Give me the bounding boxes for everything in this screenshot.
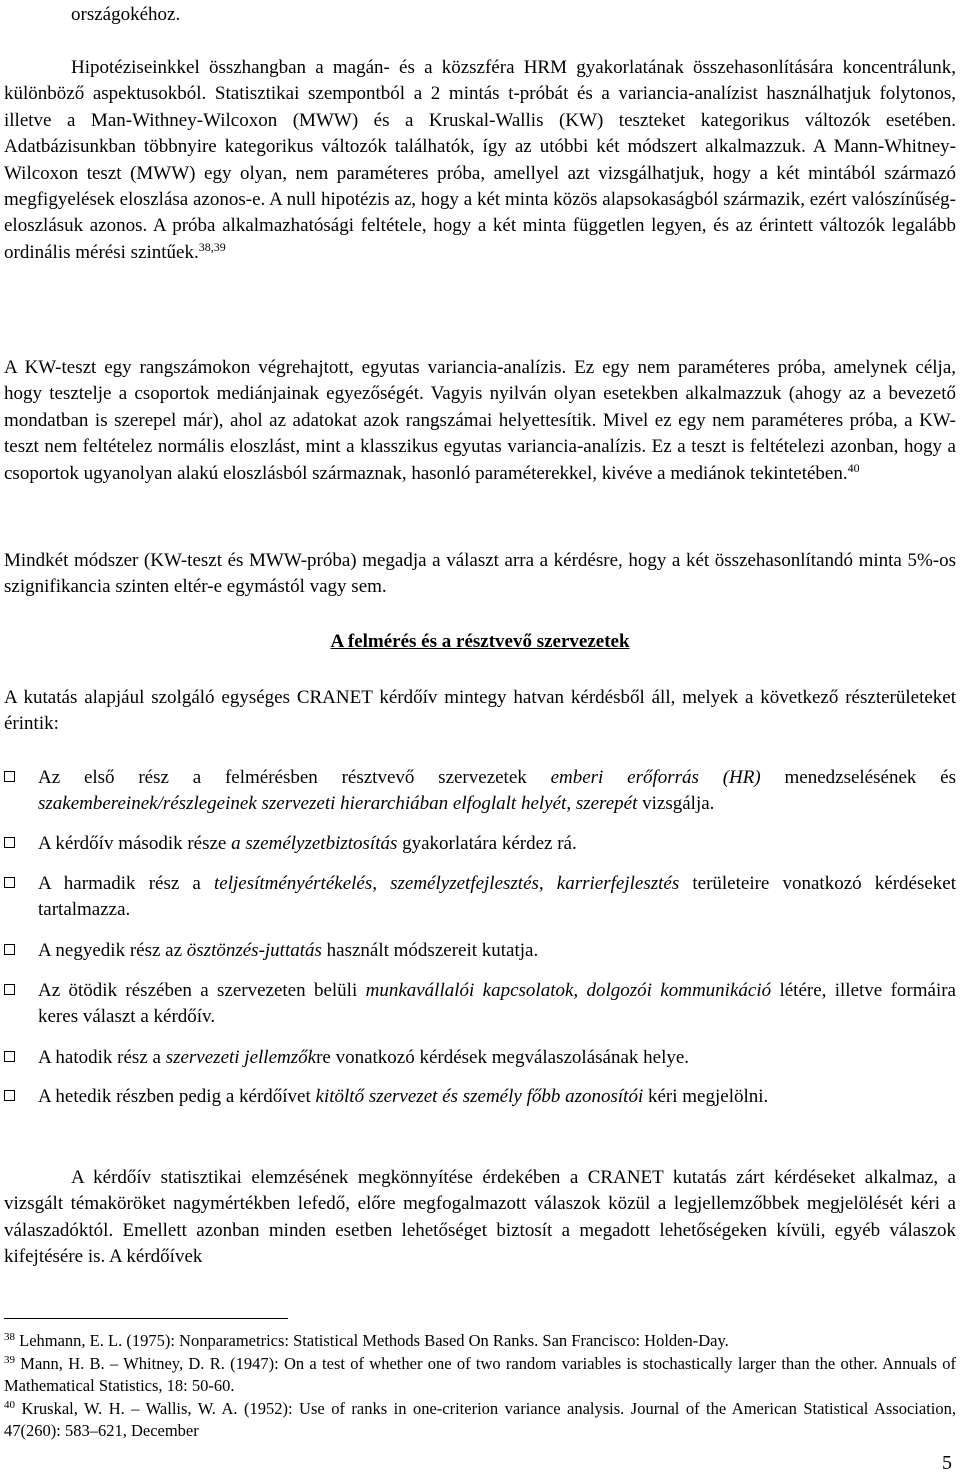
checkbox-bullet-icon — [4, 944, 15, 955]
section-title: A felmérés és a résztvevő szervezetek — [330, 631, 630, 652]
checkbox-bullet-icon — [4, 1090, 15, 1101]
paragraph-closing: A kérdőív statisztikai elemzésének megkönnyítése érdekében a CRANET kutatás zárt kérdéseket alkalmaz, a vizsgált témaköröket nagymértékben lefedő, előre megfogalmazott válaszok közül a legjellemzőbbek megjelölését kéri a válaszadóktól. Emellett azonban minden esetben lehetőséget biztosít a megadott lehetőségeken kívüli, egyéb válaszok kifejtésére is. A kérdőívek — [4, 1167, 956, 1268]
paragraph-methods-text: Hipotéziseinkkel összhangban a magán- és a közszféra HRM gyakorlatának összehasonlítására koncentrálunk, különböző aspektusokból. Statisztikai szempontból a 2 mintás t-próbát és a variancia-analízist használhatjuk folytonos, illetve a Man-Withney-Wilcoxon (MWW) és a Kruskal-Wallis (KW) teszteket kategorikus változók esetében. Adatbázisunkban többnyire kategorikus változók találhatók, így az utóbbi két módszert alkalmazzuk. A Mann-Whitney-Wilcoxon teszt (MWW) egy olyan, nem paraméteres próba, amellyel azt vizsgálhatjuk, hogy a két mintából származó megfigyelések eloszlása azonos-e. A null hipotézis az, hogy a két minta közös alapsokaságból származik, ezért valószínűség-eloszlásuk azonos. A próba alkalmazhatósági feltétele, hogy a két minta független legyen, és az érintett változók legalább ordinális mérési szintűek. — [4, 57, 956, 263]
list-item: A hatodik rész a szervezeti jellemzőkre vonatkozó kérdések megválaszolásának helye. — [4, 1045, 956, 1071]
footnote-separator — [4, 1318, 288, 1319]
list-item: Az első rész a felmérésben résztvevő szervezetek emberi erőforrás (HR) menedzselésének és szakembereinek/részlegeinek szervezeti hierarchiában elfoglalt helyét, szerepét vizsgálja. — [4, 765, 956, 818]
list-item: A kérdőív második része a személyzetbiztosítás gyakorlatára kérdez rá. — [4, 831, 956, 857]
paragraph-methods — [4, 55, 956, 266]
paragraph-intro: A kutatás alapjául szolgáló egységes CRANET kérdőív mintegy hatvan kérdésből áll, melyek a következő részterületeket érintik: — [4, 687, 956, 735]
list-item: Az ötödik részében a szervezeten belüli munkavállalói kapcsolatok, dolgozói kommunikáció létére, illetve formáira keres választ a kérdőív. — [4, 978, 956, 1031]
paragraph-kw-test-text: A KW-teszt egy rangszámokon végrehajtott, egyutas variancia-analízis. Ez egy nem paraméteres próba, amelynek célja, hogy tesztelje a csoportok mediánjainak egyezőségét. Vagyis nyilván olyan esetekben alkalmazzuk (ahogy az a bevezető mondatban is szerepel már), ahol az adatokat azok rangszámai helyettesítik. Mivel ez egy nem paraméteres próba, a KW-teszt nem feltételez normális eloszlást, mint a klasszikus egyutas variancia-analízis. Ez a teszt is feltételezi azonban, hogy a csoportok ugyanolyan alakú eloszlásból származnak, hasonló paraméterekkel, kivéve a mediánok tekintetében. — [4, 357, 956, 484]
checkbox-bullet-icon — [4, 877, 15, 888]
footnote-ref-38-39[interactable]: 38,39 — [198, 239, 226, 254]
list-item: A negyedik rész az ösztönzés-juttatás használt módszereit kutatja. — [4, 938, 956, 964]
footnote-39: $^{39}$ Mann, H. B. – Whitney, D. R. (1947): On a test of whether one of two random variables is stochastically larger than the other. Annuals of Mathematical Statistics, 18: 50-60. — [4, 1354, 956, 1395]
list-item: A harmadik rész a teljesítményértékelés, személyzetfejlesztés, karrierfejlesztés területeire vonatkozó kérdéseket tartalmazza. — [4, 871, 956, 924]
checkbox-bullet-icon — [4, 1051, 15, 1062]
list-item: A hetedik részben pedig a kérdőívet kitöltő szervezet és személy főbb azonosítói kéri megjelölni. — [4, 1084, 956, 1110]
top-line: országokéhoz. — [71, 4, 181, 25]
checkbox-bullet-icon — [4, 837, 15, 848]
footnote-ref-40[interactable]: 40 — [847, 460, 860, 475]
paragraph-both-methods: Mindkét módszer (KW-teszt és MWW-próba) megadja a választ arra a kérdésre, hogy a két összehasonlítandó minta 5%-os szignifikancia szinten eltér-e egymástól vagy sem. — [4, 550, 956, 598]
page-number: 5 — [942, 1452, 952, 1474]
checkbox-bullet-icon — [4, 984, 15, 995]
footnote-38: $^{38}$ Lehmann, E. L. (1975): Nonparametrics: Statistical Methods Based On Ranks. San Francisco: Holden-Day. — [4, 1331, 729, 1350]
paragraph-kw-test — [4, 355, 956, 487]
footnote-40: $^{40}$ Kruskal, W. H. – Wallis, W. A. (1952): Use of ranks in one-criterion variance analysis. Journal of the American Statistical Association, 47(260): 583–621, December — [4, 1399, 956, 1440]
checkbox-bullet-icon — [4, 771, 15, 782]
